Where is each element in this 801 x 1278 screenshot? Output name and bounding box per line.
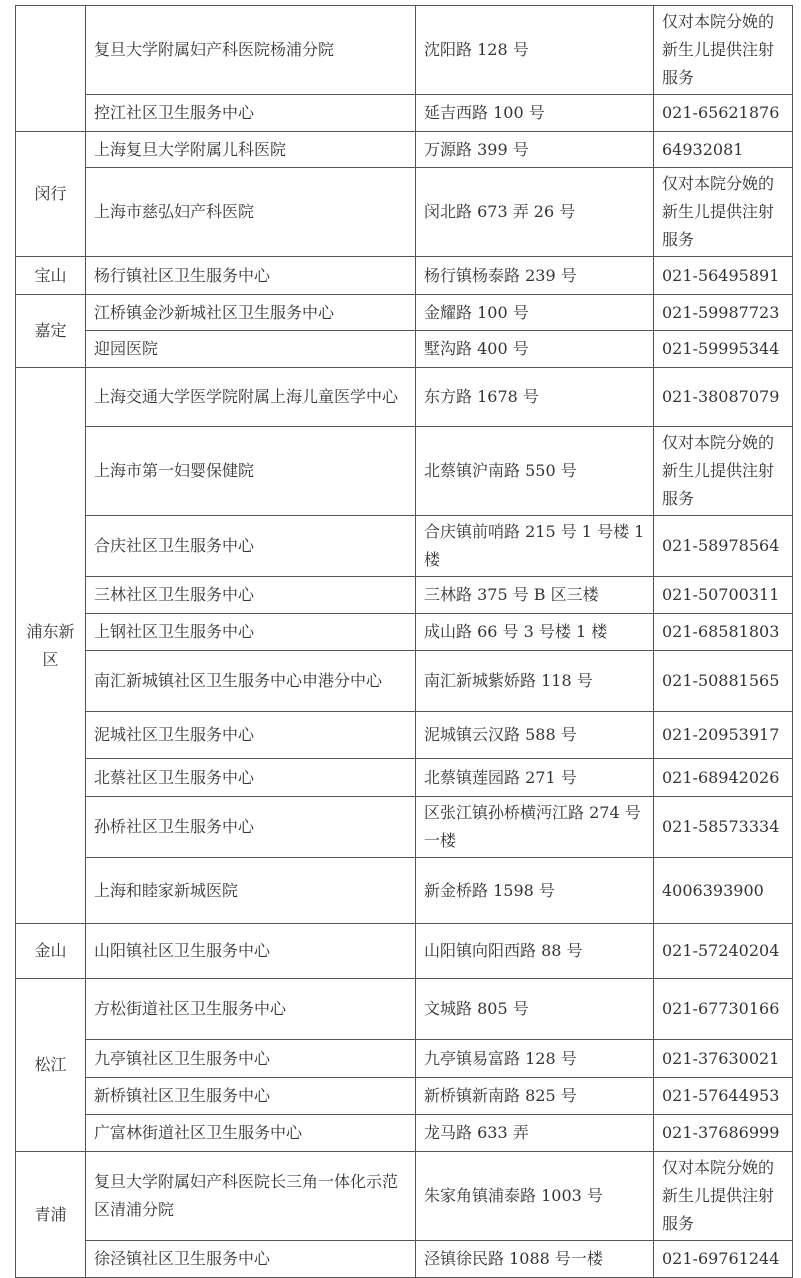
clinic-name-cell: 三林社区卫生服务中心 [86,577,416,614]
clinic-name-cell: 杨行镇社区卫生服务中心 [86,257,416,295]
address-cell: 合庆镇前哨路 215 号 1 号楼 1 楼 [416,516,654,577]
clinic-name-cell: 新桥镇社区卫生服务中心 [86,1078,416,1115]
clinic-name-cell: 南汇新城镇社区卫生服务中心申港分中心 [86,651,416,712]
clinic-name-cell: 广富林街道社区卫生服务中心 [86,1115,416,1152]
district-cell: 松江 [16,979,86,1152]
address-cell: 杨行镇杨泰路 239 号 [416,257,654,295]
clinic-name-cell: 上海市慈弘妇产科医院 [86,168,416,257]
address-cell: 区张江镇孙桥横沔江路 274 号一楼 [416,797,654,858]
table-row [16,797,793,858]
address-cell: 北蔡镇沪南路 550 号 [416,427,654,516]
phone-cell: 021-57644953 [654,1078,793,1115]
clinic-name-cell: 徐泾镇社区卫生服务中心 [86,1241,416,1278]
phone-cell: 021-69761244 [654,1241,793,1278]
address-cell: 泥城镇云汉路 588 号 [416,712,654,759]
phone-cell: 021-50881565 [654,651,793,712]
clinic-name-cell: 上海市第一妇婴保健院 [86,427,416,516]
district-cell: 浦东新区 [16,368,86,924]
phone-cell: 021-37630021 [654,1040,793,1078]
table-row [16,1241,793,1278]
clinic-name-cell: 复旦大学附属妇产科医院长三角一体化示范区清浦分院 [86,1152,416,1241]
phone-cell: 021-67730166 [654,979,793,1040]
table-row [16,651,793,712]
table-row [16,1078,793,1115]
address-cell: 九亭镇易富路 128 号 [416,1040,654,1078]
table-row [16,979,793,1040]
clinic-name-cell: 泥城社区卫生服务中心 [86,712,416,759]
table-row [16,614,793,651]
address-cell: 万源路 399 号 [416,132,654,168]
clinic-name-cell: 北蔡社区卫生服务中心 [86,759,416,797]
table-row [16,516,793,577]
clinic-name-cell: 上海交通大学医学院附属上海儿童医学中心 [86,368,416,427]
clinic-name-cell: 合庆社区卫生服务中心 [86,516,416,577]
phone-cell: 021-58573334 [654,797,793,858]
phone-cell: 021-58978564 [654,516,793,577]
address-cell: 山阳镇向阳西路 88 号 [416,924,654,979]
clinic-name-cell: 复旦大学附属妇产科医院杨浦分院 [86,6,416,95]
district-cell: 闵行 [16,132,86,257]
table-row [16,95,793,132]
phone-cell: 仅对本院分娩的新生儿提供注射服务 [654,168,793,257]
table-row [16,924,793,979]
phone-cell: 021-65621876 [654,95,793,132]
table-row [16,1152,793,1241]
phone-cell: 021-38087079 [654,368,793,427]
table-row [16,132,793,168]
phone-cell: 021-59987723 [654,295,793,331]
table-row [16,6,793,95]
phone-cell: 021-68581803 [654,614,793,651]
clinic-name-cell: 江桥镇金沙新城社区卫生服务中心 [86,295,416,331]
clinic-name-cell: 孙桥社区卫生服务中心 [86,797,416,858]
address-cell: 文城路 805 号 [416,979,654,1040]
phone-cell: 021-56495891 [654,257,793,295]
table-row [16,168,793,257]
address-cell: 金耀路 100 号 [416,295,654,331]
clinic-name-cell: 上海复旦大学附属儿科医院 [86,132,416,168]
table-row [16,1115,793,1152]
district-cell: 宝山 [16,257,86,295]
address-cell: 朱家角镇浦泰路 1003 号 [416,1152,654,1241]
table-row [16,858,793,924]
clinic-table-body [16,6,793,1278]
clinic-name-cell: 上海和睦家新城医院 [86,858,416,924]
phone-cell: 64932081 [654,132,793,168]
table-row [16,295,793,331]
phone-cell: 021-20953917 [654,712,793,759]
table-row [16,331,793,368]
table-row [16,257,793,295]
address-cell: 北蔡镇莲园路 271 号 [416,759,654,797]
phone-cell: 仅对本院分娩的新生儿提供注射服务 [654,1152,793,1241]
phone-cell: 021-59995344 [654,331,793,368]
phone-cell: 021-57240204 [654,924,793,979]
table-row [16,759,793,797]
clinic-name-cell: 方松街道社区卫生服务中心 [86,979,416,1040]
clinic-name-cell: 控江社区卫生服务中心 [86,95,416,132]
clinic-name-cell: 九亭镇社区卫生服务中心 [86,1040,416,1078]
address-cell: 新桥镇新南路 825 号 [416,1078,654,1115]
phone-cell: 仅对本院分娩的新生儿提供注射服务 [654,427,793,516]
table-row [16,427,793,516]
address-cell: 东方路 1678 号 [416,368,654,427]
district-cell: 青浦 [16,1152,86,1278]
clinic-table [15,5,793,1278]
table-row [16,712,793,759]
phone-cell: 021-37686999 [654,1115,793,1152]
clinic-name-cell: 迎园医院 [86,331,416,368]
clinic-name-cell: 山阳镇社区卫生服务中心 [86,924,416,979]
district-cell: 金山 [16,924,86,979]
phone-cell: 4006393900 [654,858,793,924]
address-cell: 闵北路 673 弄 26 号 [416,168,654,257]
address-cell: 成山路 66 号 3 号楼 1 楼 [416,614,654,651]
table-row [16,1040,793,1078]
table-row [16,368,793,427]
district-cell [16,6,86,132]
phone-cell: 021-50700311 [654,577,793,614]
clinic-name-cell: 上钢社区卫生服务中心 [86,614,416,651]
address-cell: 新金桥路 1598 号 [416,858,654,924]
address-cell: 泾镇徐民路 1088 号一楼 [416,1241,654,1278]
address-cell: 南汇新城紫娇路 118 号 [416,651,654,712]
table-row [16,577,793,614]
address-cell: 沈阳路 128 号 [416,6,654,95]
phone-cell: 021-68942026 [654,759,793,797]
address-cell: 墅沟路 400 号 [416,331,654,368]
address-cell: 延吉西路 100 号 [416,95,654,132]
address-cell: 龙马路 633 弄 [416,1115,654,1152]
phone-cell: 仅对本院分娩的新生儿提供注射服务 [654,6,793,95]
address-cell: 三林路 375 号 B 区三楼 [416,577,654,614]
district-cell: 嘉定 [16,295,86,368]
